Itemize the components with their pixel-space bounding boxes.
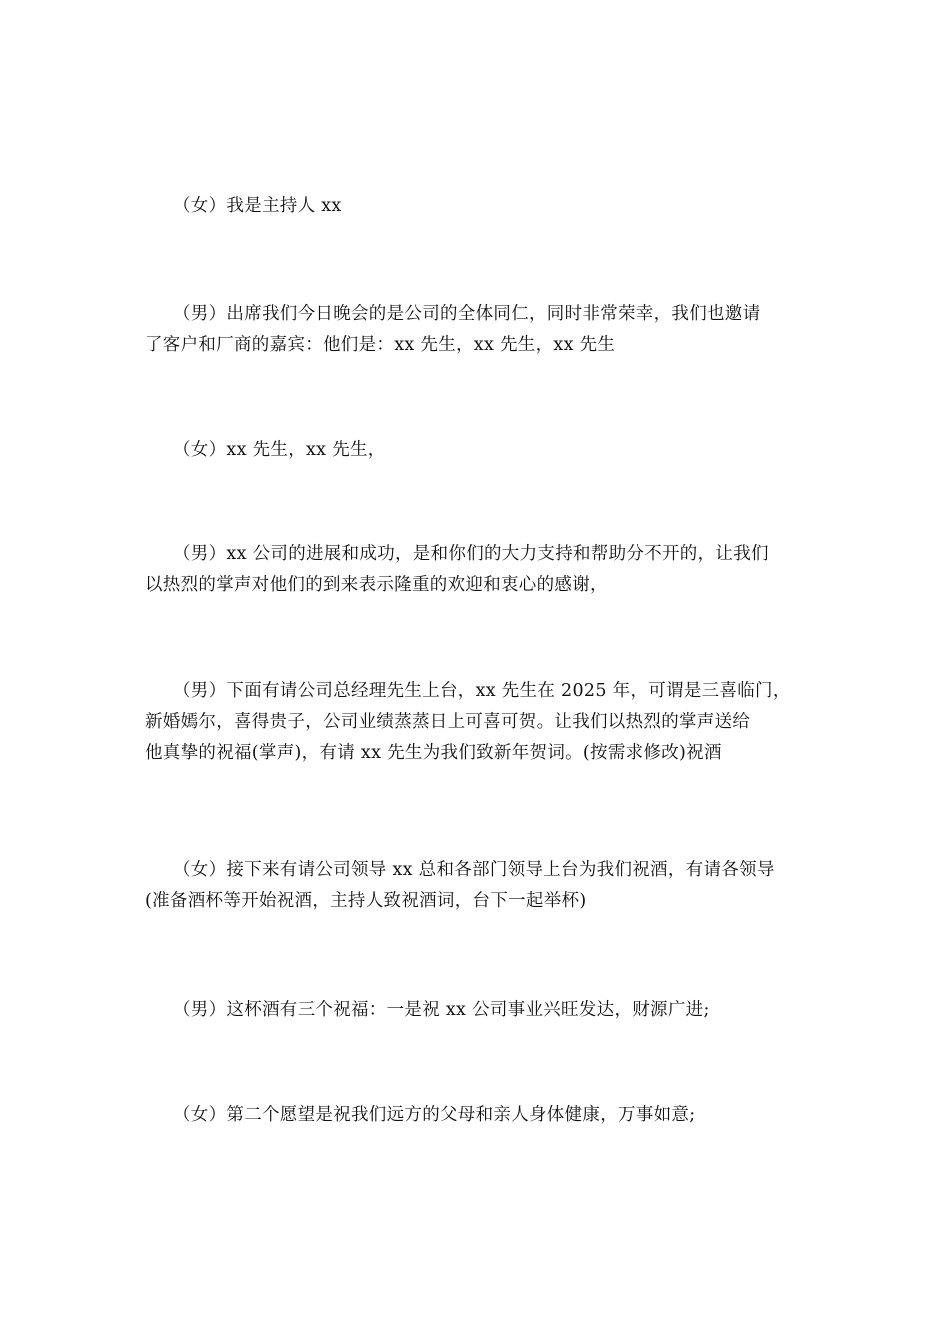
text-line: 以热烈的掌声对他们的到来表示隆重的欢迎和衷心的感谢， [145,575,608,595]
paragraph-female-guests [145,435,810,466]
text-line: （女）接下来有请公司领导 xx 总和各部门领导上台为我们祝酒，有请各领导 [173,860,775,880]
text-line: 新婚嫣尔，喜得贵子，公司业绩蒸蒸日上可喜可贺。让我们以热烈的掌声送给 [145,712,751,732]
paragraph-female-toast [145,855,810,917]
text-line: （女）我是主持人 xx [173,196,342,216]
text-line: （男）这杯酒有三个祝福：一是祝 xx 公司事业兴旺发达，财源广进; [173,1000,710,1020]
paragraph-male-general-manager [145,676,810,769]
text-line: 他真挚的祝福(掌声)，有请 xx 先生为我们致新年贺词。(按需求修改)祝酒 [145,743,722,763]
text-line: （男）出席我们今日晚会的是公司的全体同仁，同时非常荣幸，我们也邀请 [173,304,761,324]
paragraph-male-thanks [145,539,810,601]
text-line: （男）下面有请公司总经理先生上台，xx 先生在 2025 年，可谓是三喜临门， [173,681,791,701]
text-line: (准备酒杯等开始祝酒，主持人致祝酒词，台下一起举杯) [145,891,587,911]
text-line: （女）xx 先生，xx 先生， [173,440,386,460]
text-line: （男）xx 公司的进展和成功，是和你们的大力支持和帮助分不开的，让我们 [173,544,769,564]
paragraph-male-blessing [145,995,810,1026]
paragraph-male-guests [145,299,810,361]
paragraph-host-female-intro [145,191,810,222]
paragraph-female-wish [145,1100,810,1131]
text-line: （女）第二个愿望是祝我们远方的父母和亲人身体健康，万事如意; [173,1105,696,1125]
text-line: 了客户和厂商的嘉宾：他们是：xx 先生，xx 先生，xx 先生 [145,335,616,355]
